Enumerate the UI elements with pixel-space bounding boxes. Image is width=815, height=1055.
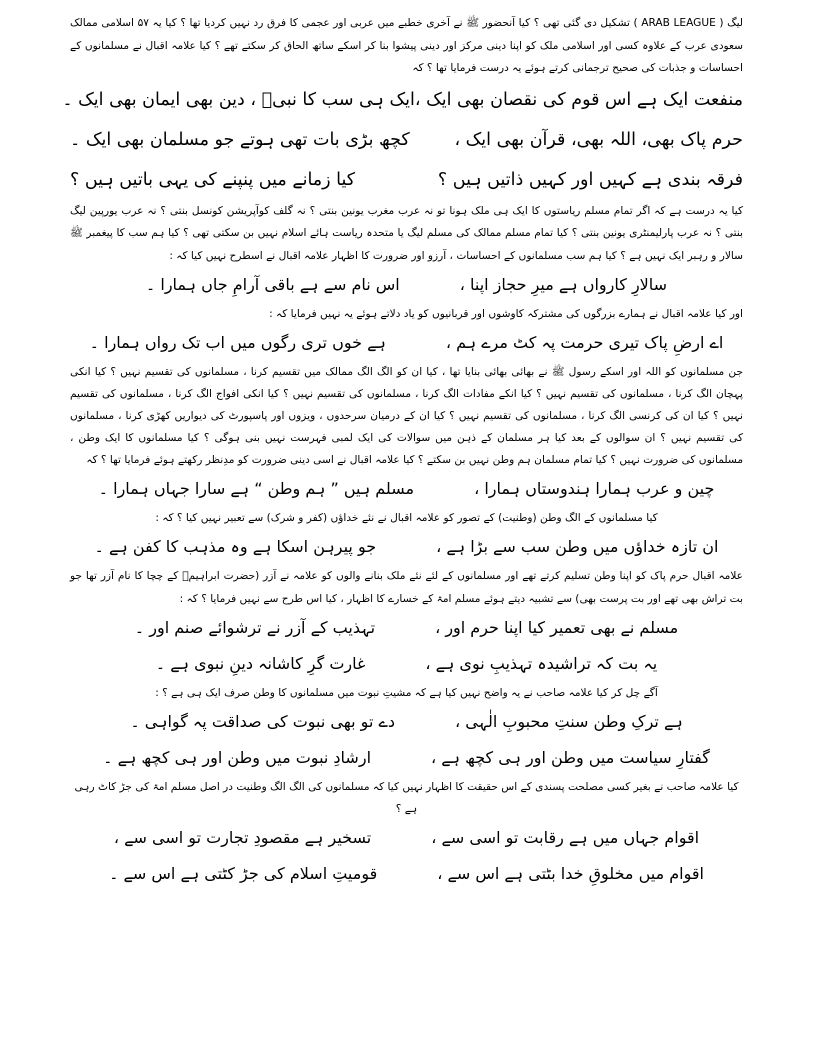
verse-left-half: تسخیر ہے مقصودِ تجارت تو اسی سے ، bbox=[113, 828, 372, 847]
verse-line-6 bbox=[70, 471, 743, 507]
verse-right-half: گفتارِ سیاست میں وطن اور ہی کچھ ہے ، bbox=[431, 748, 710, 767]
verse-line-4 bbox=[70, 267, 743, 303]
paragraph-3: جن مسلمانوں کو اللہ اور اسکے رسول ﷺ نے بھائی بھائی بنایا تھا ، کیا ان کو الگ الگ ممالک میں تقسیم کرنا ، مسلمانوں کی تقسیم نہیں ؟ کیا انکی پہچان الگ کرنا ، مسلمانوں کی تقسیم نہیں ؟ کیا انکے مفادات الگ کرنا ، مسلمانوں کی تقسیم نہیں ؟ کیا انکی افواج الگ کرنا ، مسلمانوں کی تقسیم نہیں ؟ کیا ان کی کرنسی الگ کرنا ، مسلمانوں کی تقسیم نہیں ؟ کیا ان کے درمیان سرحدوں ، ویزوں اور پاسپورٹ کی دیواریں کھڑی کرنا ، مسلمانوں کی تقسیم نہیں ؟ ان سوالوں کے بعد کیا ہر مسلمان کے ذہن میں سوالات کی ایک لمبی فہرست نہیں بنی ہوگی ؟ کیا مسلمانوں کا ایک وطن ، مسلمانوں کی ضرورت نہیں ؟ کیا تمام مسلمان ہم وطن نہیں بن سکتے ؟ کیا علامہ اقبال نے اسی دینی ضرورت کو مدِنظر رکھتے ہوئے فرمایا تھا ؟ کہ bbox=[70, 366, 743, 466]
verse-right-half: ہے ترکِ وطن سنتِ محبوبِ الٰہی ، bbox=[454, 712, 683, 731]
paragraph-2: کیا یہ درست ہے کہ اگر تمام مسلم ریاستوں کا ایک ہی ملک ہونا تو نہ عرب مغرب یونین بنتی ؟ نہ گلف کوآپریشن کونسل بنتی ؟ نہ عرب یورپین لیگ بنتی ؟ نہ عرب پارلیمنٹری یونین بنتی ؟ کیا تمام مسلم ممالک کی مسلم لیگ یا متحدہ ریاست ہائے اسلام نہیں بن سکتی تھی ؟ کیا ہم سب کا پیغمبر ﷺ سالار و رہبر ایک نہیں ہے ؟ کیا ہم سب مسلمانوں کے احساسات ، آرزو اور ضرورت کا اظہار علامہ اقبال نے اسطرح نہیں کیا کہ : bbox=[70, 204, 743, 262]
verse-left-half: کچھ بڑی بات تھی ہوتے جو مسلمان بھی ایک ۔ bbox=[70, 129, 410, 150]
verse-right-half: حرم پاک بھی، اللہ بھی، قرآن بھی ایک ، bbox=[454, 129, 743, 150]
verse-left-half: جو پیرہن اسکا ہے وہ مذہب کا کفن ہے ۔ bbox=[94, 537, 377, 556]
verse-right-half: ان تازہ خداؤں میں وطن سب سے بڑا ہے ، bbox=[436, 537, 719, 556]
verse-left-half: قومیتِ اسلام کی جڑ کٹتی ہے اس سے ۔ bbox=[109, 864, 378, 883]
verse-right-half: چین و عرب ہمارا ہندوستاں ہمارا ، bbox=[474, 479, 715, 498]
verse-line-12 bbox=[70, 820, 743, 856]
verse-left-half: اس نام سے ہے باقی آرامِ جاں ہمارا ۔ bbox=[145, 275, 400, 294]
verse-left-half: ہے خوں تری رگوں میں اب تک رواں ہمارا ۔ bbox=[89, 333, 386, 352]
intro-paragraph: لیگ ( ARAB LEAGUE ) تشکیل دی گئی تھی ؟ کیا آنحضور ﷺ نے آخری خطبے میں عربی اور عجمی کا فرق رد نہیں کردیا تھا ؟ کیا یہ ۵۷ اسلامی ممالک سعودی عرب کے علاوہ کسی اور اسلامی ملک کو اپنا دینی مرکز اور دینی پیشوا بنا کر اسکے ساتھ الحاق کر سکتے تھے ؟ کیا علامہ اقبال نے مسلمانوں کے احساسات و جذبات کی صحیح ترجمانی کرتے ہوئے یہ درست فرمایا تھا ؟ کہ bbox=[70, 17, 744, 74]
verse-right-half: اے ارضِ پاک تیری حرمت پہ کٹ مرے ہم ، bbox=[445, 333, 724, 352]
verse-line-10 bbox=[70, 704, 743, 740]
verse-line-13 bbox=[70, 856, 743, 892]
verse-line-1 bbox=[62, 80, 743, 120]
verse-left-half: کیا زمانے میں پنپنے کی یہی باتیں ہیں ؟ bbox=[70, 169, 356, 190]
verse-line-3 bbox=[70, 160, 743, 200]
verse-right-half: اقوام جہاں میں ہے رقابت تو اسی سے ، bbox=[431, 828, 700, 847]
paragraph-5: علامہ اقبال حرم پاک کو اپنا وطن تسلیم کرتے تھے اور مسلمانوں کے لئے نئے ملک بنانے والوں کو علامہ نے آزر (حضرت ابراہیمؑ کے چچا کا نام آزر تھا جو بت تراش بھی تھے اور بت پرست بھی) سے تشبیہ دیتے ہوئے مسلم امۃ کے خسارے کا اظہار ، کیا اس طرح سے نہیں فرمایا ؟ کہ : bbox=[70, 570, 743, 605]
verse-right-half: سالارِ کارواں ہے میرِ حجاز اپنا ، bbox=[459, 275, 668, 294]
verse-line-5 bbox=[70, 325, 743, 361]
verse-left-half: ارشادِ نبوت میں وطن اور ہی کچھ ہے ۔ bbox=[103, 748, 372, 767]
verse-right-half: فرقہ بندی ہے کہیں اور کہیں ذاتیں ہیں ؟ bbox=[437, 169, 743, 190]
note-7: کیا علامہ صاحب نے بغیر کسی مصلحت پسندی کے اس حقیقت کا اظہار نہیں کیا کہ مسلمانوں کی الگ الگ وطنیت در اصل مسلم امۃ کی جڑ کاٹ رہی ہے ؟ bbox=[74, 781, 739, 815]
note-6: آگے چل کر کیا علامہ صاحب نے یہ واضح نہیں کیا ہے کہ مشیتِ نبوت میں مسلمانوں کا وطن صرف ایک ہی ہے ؟ : bbox=[155, 687, 658, 699]
verse-left-half: ایک ہی سب کا نبیؐ ، دین بھی ایمان بھی ایک ۔ bbox=[62, 89, 415, 110]
note-2: اور کیا علامہ اقبال نے ہمارے بزرگوں کی مشترکہ کاوشوں اور قربانیوں کو یاد دلاتے ہوئے یہ نہیں فرمایا کہ : bbox=[269, 308, 743, 320]
verse-right-half: اقوام میں مخلوقِ خدا بٹتی ہے اس سے ، bbox=[437, 864, 704, 883]
verse-left-half: دے تو بھی نبوت کی صداقت پہ گواہی ۔ bbox=[130, 712, 395, 731]
verse-left-half: تہذیب کے آزر نے ترشوائے صنم اور ۔ bbox=[134, 618, 376, 637]
verse-line-9 bbox=[70, 646, 743, 682]
verse-right-half: منفعت ایک ہے اس قوم کی نقصان بھی ایک ، bbox=[414, 89, 743, 110]
verse-line-8 bbox=[70, 610, 743, 646]
verse-line-2 bbox=[70, 120, 743, 160]
note-4: کیا مسلمانوں کے الگ وطن (وطنیت) کے تصور کو علامہ اقبال نے نئے خداؤں (کفر و شرک) سے تعبیر نہیں کیا ؟ کہ : bbox=[155, 512, 658, 524]
verse-line-7 bbox=[70, 529, 743, 565]
verse-line-11 bbox=[70, 740, 743, 776]
verse-right-half: یہ بت کہ تراشیدہ تہذیبِ نوی ہے ، bbox=[425, 654, 658, 673]
verse-right-half: مسلم نے بھی تعمیر کیا اپنا حرم اور ، bbox=[435, 618, 679, 637]
verse-left-half: غارت گرِ کاشانہ دینِ نبوی ہے ۔ bbox=[155, 654, 366, 673]
verse-left-half: مسلم ہیں ” ہم وطن “ ہے سارا جہاں ہمارا ۔ bbox=[98, 479, 415, 498]
